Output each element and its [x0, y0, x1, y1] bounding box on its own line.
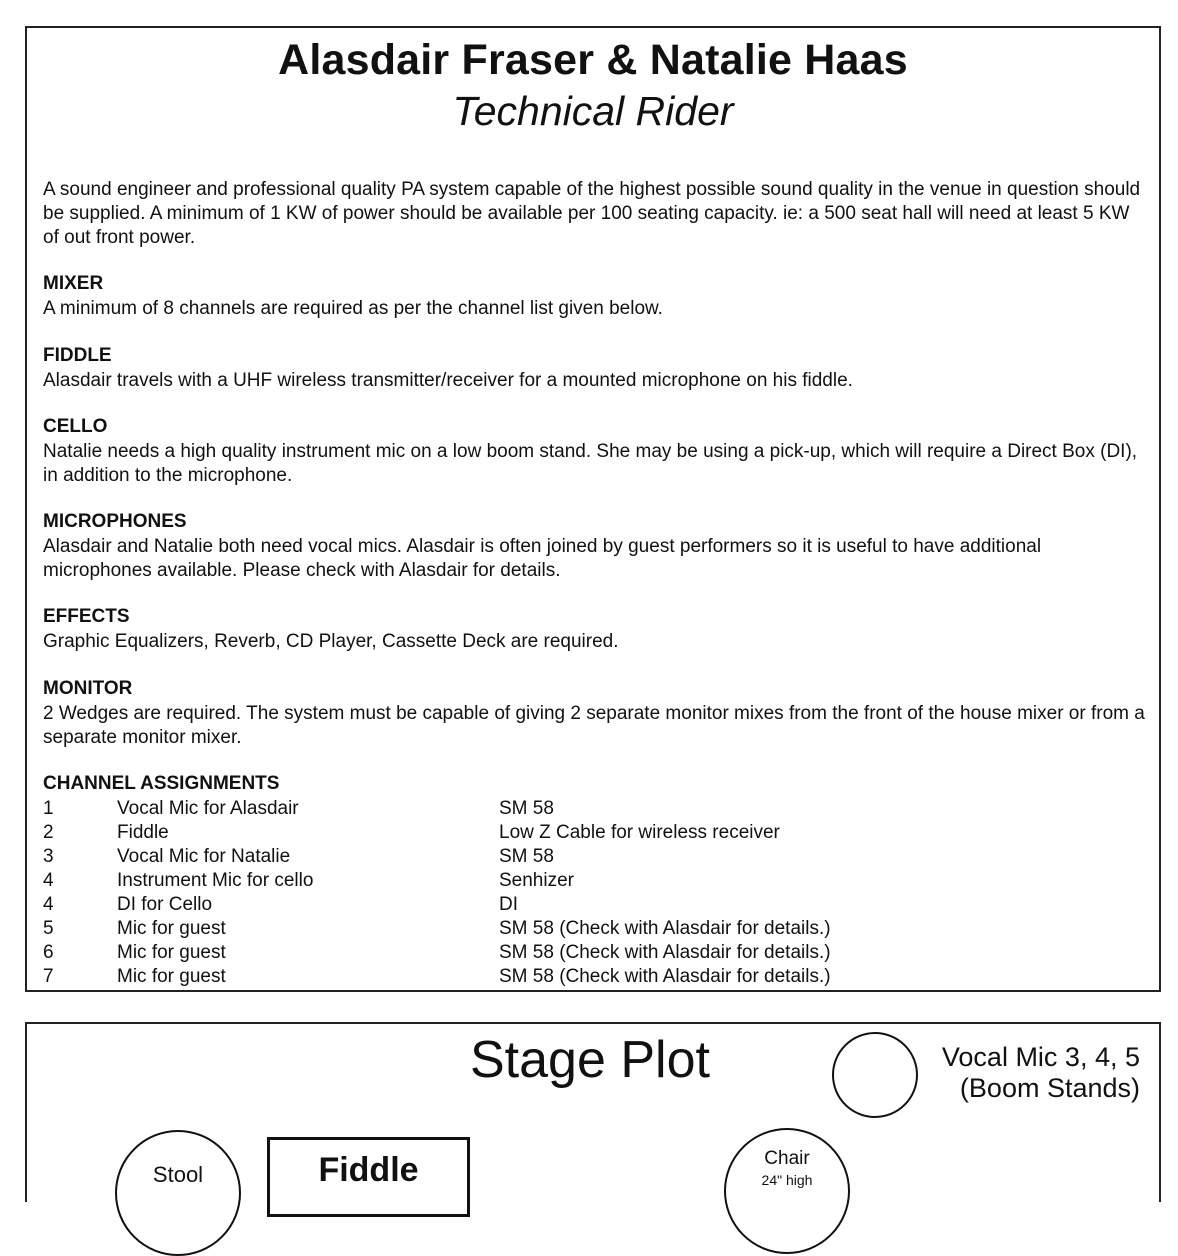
section-heading-channels: CHANNEL ASSIGNMENTS	[43, 773, 280, 794]
channel-number: 2	[43, 822, 54, 843]
chair-height-label: 24" high	[761, 1172, 813, 1188]
channel-equipment: Senhizer	[499, 870, 574, 891]
channel-number: 1	[43, 798, 54, 819]
vocal-mic-label-line1: Vocal Mic 3, 4, 5	[941, 1042, 1140, 1072]
channel-description: Mic for guest	[117, 942, 226, 963]
section-text-effects: Graphic Equalizers, Reverb, CD Player, Cassette Deck are required.	[43, 631, 619, 652]
channel-description: Instrument Mic for cello	[117, 870, 314, 891]
chair-marker	[724, 1128, 850, 1254]
channel-description: DI for Cello	[117, 894, 213, 915]
channel-row	[43, 797, 1143, 821]
channel-row	[43, 917, 1143, 941]
document-title: Alasdair Fraser & Natalie Haas	[278, 36, 908, 84]
section-heading-cello: CELLO	[43, 416, 108, 437]
fiddle-position-box	[267, 1137, 470, 1217]
channel-description: Fiddle	[117, 822, 169, 843]
channel-number: 7	[43, 966, 54, 987]
channel-description: Vocal Mic for Alasdair	[117, 798, 299, 819]
section-heading-effects: EFFECTS	[43, 606, 130, 627]
section-text-cello: Natalie needs a high quality instrument mic on a low boom stand. She may be using a pick-up, which will require a Direct Box (DI), in addition to the microphone.	[43, 441, 1138, 486]
channel-equipment: DI	[499, 894, 518, 915]
channel-equipment: SM 58	[499, 798, 554, 819]
intro-paragraph: A sound engineer and professional quality PA system capable of the highest possible sound quality in the venue in question should be supplied. A minimum of 1 KW of power should be available per 100 seating capacity. ie: a 500 seat hall will need at least 5 KW of out front power.	[43, 179, 1141, 248]
fiddle-label: Fiddle	[318, 1151, 419, 1189]
channel-equipment: Low Z Cable for wireless receiver	[499, 822, 780, 843]
channel-number: 5	[43, 918, 54, 939]
channel-number: 4	[43, 894, 54, 915]
section-heading-monitor: MONITOR	[43, 678, 133, 699]
channel-row	[43, 845, 1143, 869]
section-text-mixer: A minimum of 8 channels are required as per the channel list given below.	[43, 298, 663, 319]
channel-description: Vocal Mic for Natalie	[117, 846, 291, 867]
vocal-mic-label	[920, 1042, 1140, 1104]
channel-row	[43, 965, 1143, 989]
section-text-microphones: Alasdair and Natalie both need vocal mics. Alasdair is often joined by guest performers so it is useful to have additional microphones available. Please check with Alasdair for details.	[43, 536, 1042, 581]
channel-equipment: SM 58	[499, 846, 554, 867]
stage-plot-title: Stage Plot	[470, 1031, 710, 1089]
section-heading-fiddle: FIDDLE	[43, 345, 112, 366]
channel-row	[43, 893, 1143, 917]
channel-equipment: SM 58 (Check with Alasdair for details.)	[499, 942, 831, 963]
vocal-mic-label-line2: (Boom Stands)	[959, 1073, 1140, 1103]
section-text-monitor: 2 Wedges are required. The system must be capable of giving 2 separate monitor mixes from the front of the house mixer or from a separate monitor mixer.	[43, 703, 1145, 748]
channel-description: Mic for guest	[117, 966, 226, 987]
technical-rider-sheet	[25, 26, 1161, 992]
channel-equipment: SM 58 (Check with Alasdair for details.)	[499, 918, 831, 939]
channel-number: 6	[43, 942, 54, 963]
vocal-mic-marker	[832, 1032, 918, 1118]
stool-marker	[115, 1130, 241, 1256]
channel-row	[43, 821, 1143, 845]
channel-description: Mic for guest	[117, 918, 226, 939]
section-text-fiddle: Alasdair travels with a UHF wireless transmitter/receiver for a mounted microphone on his fiddle.	[43, 370, 853, 391]
channel-number: 3	[43, 846, 54, 867]
section-heading-microphones: MICROPHONES	[43, 511, 187, 532]
channel-row	[43, 869, 1143, 893]
stage-plot	[25, 1022, 1161, 1202]
channel-row	[43, 941, 1143, 965]
document-subtitle: Technical Rider	[452, 88, 734, 134]
chair-label: Chair	[764, 1148, 810, 1169]
section-heading-mixer: MIXER	[43, 273, 104, 294]
stool-label: Stool	[152, 1162, 204, 1187]
channel-number: 4	[43, 870, 54, 891]
channel-equipment: SM 58 (Check with Alasdair for details.)	[499, 966, 831, 987]
